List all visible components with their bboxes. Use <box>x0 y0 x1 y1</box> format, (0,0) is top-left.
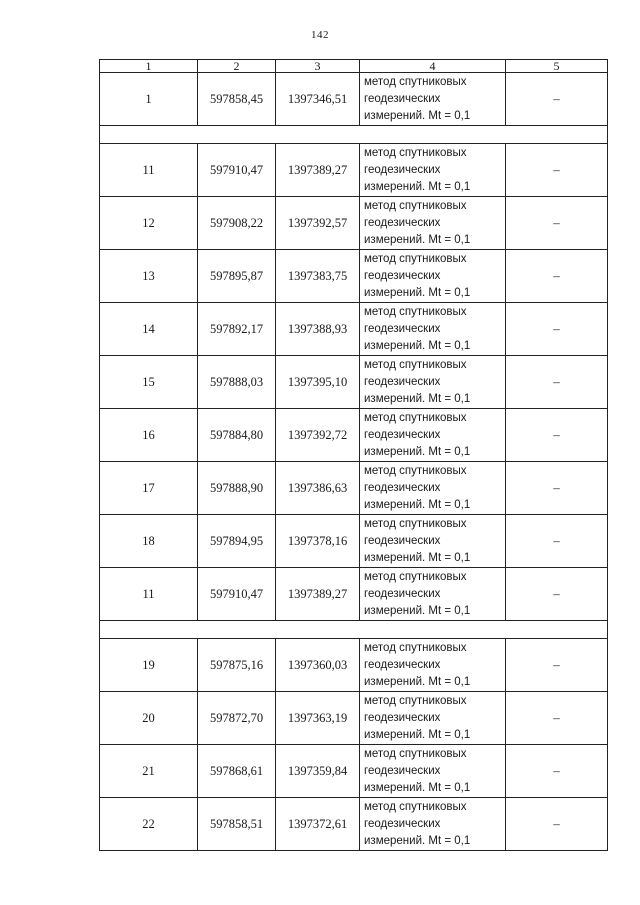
y-coordinate-cell: 1397386,63 <box>276 462 360 515</box>
method-cell <box>360 73 506 126</box>
y-coordinate-cell: 1397392,57 <box>276 197 360 250</box>
y-coordinate-cell: 1397346,51 <box>276 73 360 126</box>
method-line: геодезических <box>364 764 441 777</box>
method-line: геодезических <box>364 92 441 105</box>
method-line: геодезических <box>364 587 441 600</box>
x-coordinate-cell: 597875,16 <box>198 639 276 692</box>
method-line: измерений. Mt = 0,1 <box>364 498 471 511</box>
y-coordinate-cell: 1397389,27 <box>276 568 360 621</box>
table-row <box>100 250 608 303</box>
point-number-cell: 14 <box>100 303 198 356</box>
note-cell: – <box>506 692 608 745</box>
x-coordinate-cell: 597858,51 <box>198 798 276 851</box>
point-number-cell: 20 <box>100 692 198 745</box>
table-row <box>100 356 608 409</box>
note-cell: – <box>506 409 608 462</box>
method-line: метод спутниковых <box>364 694 467 707</box>
method-line: измерений. Mt = 0,1 <box>364 675 471 688</box>
note-cell: – <box>506 250 608 303</box>
note-cell: – <box>506 73 608 126</box>
note-cell: – <box>506 356 608 409</box>
method-line: измерений. Mt = 0,1 <box>364 109 471 122</box>
method-cell <box>360 798 506 851</box>
method-line: геодезических <box>364 269 441 282</box>
separator-cell <box>100 126 608 144</box>
header-cell: 1 <box>100 60 198 73</box>
y-coordinate-cell: 1397392,72 <box>276 409 360 462</box>
x-coordinate-cell: 597908,22 <box>198 197 276 250</box>
method-line: метод спутниковых <box>364 517 467 530</box>
method-line: метод спутниковых <box>364 800 467 813</box>
point-number-cell: 11 <box>100 144 198 197</box>
table-row <box>100 692 608 745</box>
method-line: метод спутниковых <box>364 146 467 159</box>
point-number-cell: 19 <box>100 639 198 692</box>
method-cell <box>360 462 506 515</box>
header-cell: 5 <box>506 60 608 73</box>
x-coordinate-cell: 597872,70 <box>198 692 276 745</box>
note-cell: – <box>506 515 608 568</box>
method-cell <box>360 515 506 568</box>
point-number-cell: 11 <box>100 568 198 621</box>
note-cell: – <box>506 144 608 197</box>
point-number-cell: 21 <box>100 745 198 798</box>
x-coordinate-cell: 597910,47 <box>198 568 276 621</box>
method-line: измерений. Mt = 0,1 <box>364 604 471 617</box>
method-line: геодезических <box>364 322 441 335</box>
method-line: измерений. Mt = 0,1 <box>364 728 471 741</box>
table-row <box>100 639 608 692</box>
x-coordinate-cell: 597895,87 <box>198 250 276 303</box>
method-cell <box>360 356 506 409</box>
method-line: измерений. Mt = 0,1 <box>364 180 471 193</box>
point-number-cell: 12 <box>100 197 198 250</box>
separator-cell <box>100 621 608 639</box>
method-line: метод спутниковых <box>364 747 467 760</box>
table-row <box>100 73 608 126</box>
x-coordinate-cell: 597910,47 <box>198 144 276 197</box>
table-row <box>100 515 608 568</box>
header-cell: 2 <box>198 60 276 73</box>
method-line: метод спутниковых <box>364 641 467 654</box>
note-cell: – <box>506 303 608 356</box>
header-cell: 4 <box>360 60 506 73</box>
y-coordinate-cell: 1397378,16 <box>276 515 360 568</box>
method-cell <box>360 197 506 250</box>
note-cell: – <box>506 745 608 798</box>
point-number-cell: 16 <box>100 409 198 462</box>
method-line: геодезических <box>364 428 441 441</box>
method-line: измерений. Mt = 0,1 <box>364 834 471 847</box>
note-cell: – <box>506 197 608 250</box>
y-coordinate-cell: 1397363,19 <box>276 692 360 745</box>
point-number-cell: 1 <box>100 73 198 126</box>
table-row <box>100 462 608 515</box>
point-number-cell: 15 <box>100 356 198 409</box>
y-coordinate-cell: 1397383,75 <box>276 250 360 303</box>
table-row <box>100 303 608 356</box>
method-cell <box>360 250 506 303</box>
y-coordinate-cell: 1397372,61 <box>276 798 360 851</box>
section-separator-row <box>100 126 608 144</box>
method-line: геодезических <box>364 711 441 724</box>
method-line: метод спутниковых <box>364 358 467 371</box>
method-cell <box>360 745 506 798</box>
method-line: метод спутниковых <box>364 75 467 88</box>
note-cell: – <box>506 639 608 692</box>
method-cell <box>360 303 506 356</box>
note-cell: – <box>506 798 608 851</box>
table-row <box>100 197 608 250</box>
section-separator-row <box>100 621 608 639</box>
page-number: 142 <box>311 29 329 41</box>
note-cell: – <box>506 568 608 621</box>
y-coordinate-cell: 1397359,84 <box>276 745 360 798</box>
y-coordinate-cell: 1397388,93 <box>276 303 360 356</box>
method-line: измерений. Mt = 0,1 <box>364 233 471 246</box>
method-line: метод спутниковых <box>364 199 467 212</box>
table-row <box>100 144 608 197</box>
header-cell: 3 <box>276 60 360 73</box>
x-coordinate-cell: 597888,03 <box>198 356 276 409</box>
method-line: геодезических <box>364 481 441 494</box>
point-number-cell: 18 <box>100 515 198 568</box>
method-line: геодезических <box>364 817 441 830</box>
method-cell <box>360 639 506 692</box>
method-line: геодезических <box>364 658 441 671</box>
method-line: метод спутниковых <box>364 464 467 477</box>
note-cell: – <box>506 462 608 515</box>
method-line: измерений. Mt = 0,1 <box>364 286 471 299</box>
x-coordinate-cell: 597868,61 <box>198 745 276 798</box>
x-coordinate-cell: 597894,95 <box>198 515 276 568</box>
x-coordinate-cell: 597884,80 <box>198 409 276 462</box>
y-coordinate-cell: 1397360,03 <box>276 639 360 692</box>
method-line: метод спутниковых <box>364 570 467 583</box>
method-line: метод спутниковых <box>364 305 467 318</box>
method-line: геодезических <box>364 216 441 229</box>
method-line: измерений. Mt = 0,1 <box>364 781 471 794</box>
method-line: измерений. Mt = 0,1 <box>364 339 471 352</box>
method-cell <box>360 144 506 197</box>
table-row <box>100 798 608 851</box>
method-line: геодезических <box>364 534 441 547</box>
table-row <box>100 568 608 621</box>
method-line: метод спутниковых <box>364 411 467 424</box>
x-coordinate-cell: 597892,17 <box>198 303 276 356</box>
point-number-cell: 13 <box>100 250 198 303</box>
method-line: измерений. Mt = 0,1 <box>364 445 471 458</box>
y-coordinate-cell: 1397395,10 <box>276 356 360 409</box>
method-cell <box>360 409 506 462</box>
header-row <box>100 60 608 73</box>
method-cell <box>360 568 506 621</box>
table-body <box>100 73 608 851</box>
table-row <box>100 409 608 462</box>
method-cell <box>360 692 506 745</box>
point-number-cell: 17 <box>100 462 198 515</box>
x-coordinate-cell: 597858,45 <box>198 73 276 126</box>
y-coordinate-cell: 1397389,27 <box>276 144 360 197</box>
method-line: геодезических <box>364 163 441 176</box>
method-line: измерений. Mt = 0,1 <box>364 551 471 564</box>
x-coordinate-cell: 597888,90 <box>198 462 276 515</box>
table-row <box>100 745 608 798</box>
method-line: измерений. Mt = 0,1 <box>364 392 471 405</box>
coordinates-table <box>99 59 608 851</box>
method-line: геодезических <box>364 375 441 388</box>
method-line: метод спутниковых <box>364 252 467 265</box>
point-number-cell: 22 <box>100 798 198 851</box>
